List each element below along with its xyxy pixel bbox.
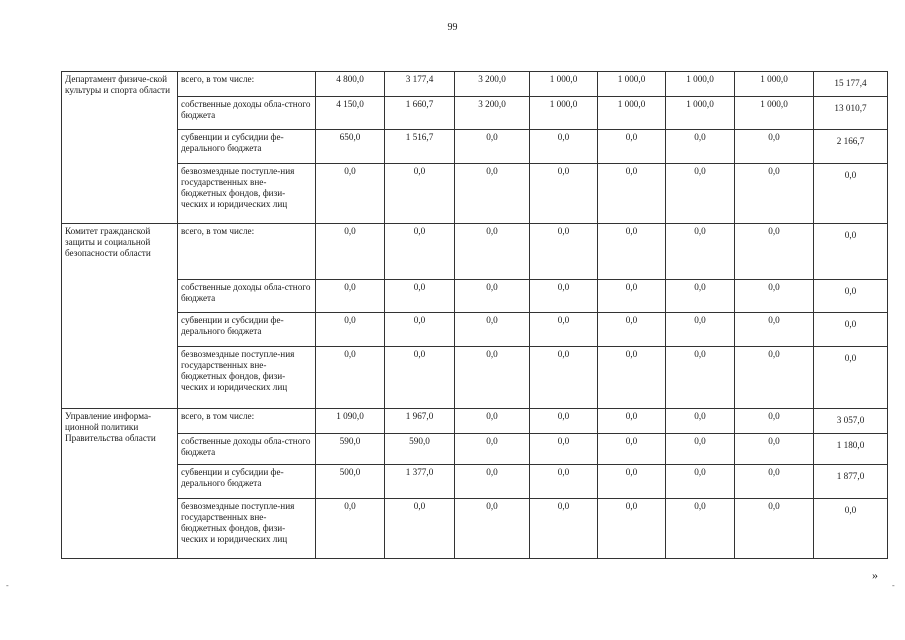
value-cell: 0,0: [455, 409, 530, 434]
value-cell: 4 150,0: [316, 97, 385, 130]
value-cell: 0,0: [455, 434, 530, 465]
funding-source-cell: безвозмездные поступле-ния государственных вне-бюджетных фондов, физи-ческих и юридических лиц: [178, 347, 316, 409]
funding-source-cell: собственные доходы обла-стного бюджета: [178, 97, 316, 130]
total-value-cell: 3 057,0: [814, 409, 888, 434]
value-cell: 1 000,0: [735, 97, 814, 130]
organization-cell: Комитет гражданской защиты и социальной безопасности области: [62, 224, 178, 409]
value-cell: 0,0: [455, 313, 530, 347]
budget-table: [61, 71, 888, 559]
value-cell: 0,0: [735, 347, 814, 409]
value-cell: 0,0: [735, 313, 814, 347]
funding-source-cell: безвозмездные поступле-ния государственных вне-бюджетных фондов, физи-ческих и юридических лиц: [178, 499, 316, 559]
value-cell: 1 967,0: [385, 409, 455, 434]
value-cell: 0,0: [735, 409, 814, 434]
value-cell: 0,0: [530, 224, 598, 280]
value-cell: 0,0: [530, 313, 598, 347]
value-cell: 0,0: [666, 465, 735, 499]
value-cell: 590,0: [316, 434, 385, 465]
value-cell: 0,0: [598, 409, 666, 434]
funding-source-cell: собственные доходы обла-стного бюджета: [178, 434, 316, 465]
value-cell: 0,0: [598, 434, 666, 465]
table-row: [62, 347, 888, 409]
value-cell: 0,0: [735, 465, 814, 499]
funding-source-cell: всего, в том числе:: [178, 72, 316, 97]
value-cell: 0,0: [598, 347, 666, 409]
value-cell: 0,0: [530, 130, 598, 164]
value-cell: 0,0: [385, 280, 455, 313]
table-row: [62, 130, 888, 164]
value-cell: 1 000,0: [598, 97, 666, 130]
value-cell: 0,0: [385, 499, 455, 559]
value-cell: 0,0: [385, 164, 455, 224]
value-cell: 1 000,0: [530, 72, 598, 97]
value-cell: 1 000,0: [598, 72, 666, 97]
value-cell: 1 516,7: [385, 130, 455, 164]
value-cell: 0,0: [598, 313, 666, 347]
value-cell: 0,0: [598, 224, 666, 280]
value-cell: 0,0: [666, 130, 735, 164]
value-cell: 3 177,4: [385, 72, 455, 97]
value-cell: 0,0: [530, 164, 598, 224]
value-cell: 4 800,0: [316, 72, 385, 97]
organization-cell: Управление информа-ционной политики Правительства области: [62, 409, 178, 559]
table-row: [62, 499, 888, 559]
value-cell: 0,0: [316, 313, 385, 347]
table-row: [62, 280, 888, 313]
table-body: [62, 72, 888, 559]
value-cell: 0,0: [666, 313, 735, 347]
table-row: [62, 409, 888, 434]
value-cell: 1 377,0: [385, 465, 455, 499]
value-cell: 0,0: [530, 499, 598, 559]
table-row: [62, 434, 888, 465]
value-cell: 3 200,0: [455, 97, 530, 130]
value-cell: 0,0: [666, 280, 735, 313]
value-cell: 0,0: [666, 347, 735, 409]
value-cell: 650,0: [316, 130, 385, 164]
edge-mark-left: -: [6, 581, 9, 590]
total-value-cell: 2 166,7: [814, 130, 888, 164]
organization-cell: Департамент физиче-ской культуры и спорта области: [62, 72, 178, 224]
value-cell: 0,0: [530, 409, 598, 434]
value-cell: 0,0: [666, 164, 735, 224]
page-number: 99: [447, 22, 458, 33]
value-cell: 0,0: [598, 130, 666, 164]
value-cell: 500,0: [316, 465, 385, 499]
value-cell: 0,0: [666, 499, 735, 559]
value-cell: 3 200,0: [455, 72, 530, 97]
value-cell: 0,0: [455, 130, 530, 164]
table-row: [62, 224, 888, 280]
value-cell: 0,0: [735, 434, 814, 465]
continue-mark: »: [872, 568, 878, 582]
funding-source-cell: всего, в том числе:: [178, 224, 316, 280]
value-cell: 0,0: [735, 164, 814, 224]
value-cell: 0,0: [385, 224, 455, 280]
value-cell: 0,0: [530, 280, 598, 313]
value-cell: 0,0: [316, 224, 385, 280]
value-cell: 1 000,0: [735, 72, 814, 97]
value-cell: 0,0: [455, 164, 530, 224]
value-cell: 0,0: [666, 434, 735, 465]
value-cell: 0,0: [530, 434, 598, 465]
total-value-cell: 0,0: [814, 280, 888, 313]
value-cell: 0,0: [316, 499, 385, 559]
total-value-cell: 0,0: [814, 164, 888, 224]
value-cell: 0,0: [666, 224, 735, 280]
value-cell: 1 000,0: [666, 72, 735, 97]
value-cell: 0,0: [316, 280, 385, 313]
value-cell: 0,0: [316, 347, 385, 409]
value-cell: 0,0: [455, 465, 530, 499]
total-value-cell: 1 180,0: [814, 434, 888, 465]
table-row: [62, 97, 888, 130]
total-value-cell: 1 877,0: [814, 465, 888, 499]
value-cell: 1 000,0: [530, 97, 598, 130]
total-value-cell: 0,0: [814, 347, 888, 409]
funding-source-cell: субвенции и субсидии фе-дерального бюджета: [178, 313, 316, 347]
total-value-cell: 15 177,4: [814, 72, 888, 97]
edge-mark-right: -: [892, 581, 895, 590]
total-value-cell: 13 010,7: [814, 97, 888, 130]
value-cell: 1 000,0: [666, 97, 735, 130]
value-cell: 0,0: [666, 409, 735, 434]
funding-source-cell: субвенции и субсидии фе-дерального бюджета: [178, 130, 316, 164]
value-cell: 0,0: [598, 280, 666, 313]
value-cell: 1 660,7: [385, 97, 455, 130]
table-row: [62, 465, 888, 499]
table-row: [62, 72, 888, 97]
value-cell: 0,0: [735, 499, 814, 559]
value-cell: 0,0: [316, 164, 385, 224]
total-value-cell: 0,0: [814, 313, 888, 347]
value-cell: 0,0: [598, 499, 666, 559]
value-cell: 0,0: [598, 465, 666, 499]
funding-source-cell: субвенции и субсидии фе-дерального бюджета: [178, 465, 316, 499]
total-value-cell: 0,0: [814, 224, 888, 280]
value-cell: 590,0: [385, 434, 455, 465]
value-cell: 0,0: [385, 347, 455, 409]
value-cell: 0,0: [530, 465, 598, 499]
funding-source-cell: безвозмездные поступле-ния государственных вне-бюджетных фондов, физи-ческих и юридических лиц: [178, 164, 316, 224]
funding-source-cell: всего, в том числе:: [178, 409, 316, 434]
total-value-cell: 0,0: [814, 499, 888, 559]
value-cell: 0,0: [530, 347, 598, 409]
value-cell: 0,0: [735, 224, 814, 280]
value-cell: 0,0: [455, 499, 530, 559]
funding-source-cell: собственные доходы обла-стного бюджета: [178, 280, 316, 313]
value-cell: 0,0: [735, 130, 814, 164]
value-cell: 0,0: [455, 347, 530, 409]
value-cell: 0,0: [385, 313, 455, 347]
value-cell: 0,0: [598, 164, 666, 224]
value-cell: 1 090,0: [316, 409, 385, 434]
value-cell: 0,0: [455, 224, 530, 280]
value-cell: 0,0: [455, 280, 530, 313]
table-row: [62, 313, 888, 347]
value-cell: 0,0: [735, 280, 814, 313]
table-row: [62, 164, 888, 224]
